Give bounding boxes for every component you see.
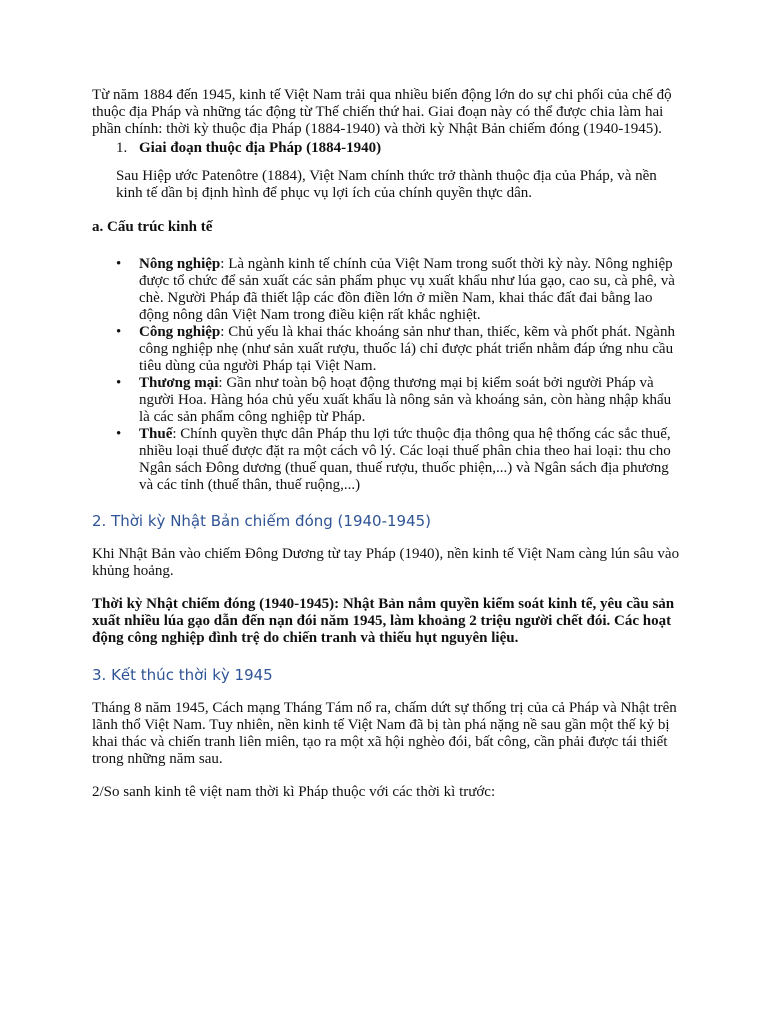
section-1-number: 1.	[116, 140, 128, 156]
bullet-icon: •	[116, 324, 122, 340]
economic-structure-list	[92, 256, 682, 494]
bullet-icon: •	[116, 426, 122, 442]
list-item-term: Thuế	[139, 426, 173, 442]
subheading-economic-structure: a. Cấu trúc kinh tế	[92, 219, 213, 235]
list-item-text: : Là ngành kinh tế chính của Việt Nam trong suốt thời kỳ này. Nông nghiệp được tổ chức để sản xuất các sản phẩm phục vụ xuất khẩu như lúa gạo, cao su, cà phê, và chè. Người Pháp đã thiết lập các đồn điền lớn ở miền Nam, khai thác đất đai bằng lao động nông dân Việt Nam trong điều kiện rất khắc nghiệt.	[139, 256, 675, 323]
section-1-body: Sau Hiệp ước Patenôtre (1884), Việt Nam chính thức trở thành thuộc địa của Pháp, và nền kinh tế dần bị định hình để phục vụ lợi ích của chính quyền thực dân.	[116, 168, 657, 201]
section-3-body: Tháng 8 năm 1945, Cách mạng Tháng Tám nổ ra, chấm dứt sự thống trị của cả Pháp và Nhật trên lãnh thổ Việt Nam. Tuy nhiên, nền kinh tế Việt Nam đã bị tàn phá nặng nề sau gần một thế kỷ bị khai thác và chiến tranh liên miên, tạo ra một xã hội nghèo đói, bất công, cần phải được tái thiết trong những năm sau.	[92, 700, 677, 767]
section-1-title: Giai đoạn thuộc địa Pháp (1884-1940)	[139, 140, 382, 156]
section-2-heading: 2. Thời kỳ Nhật Bản chiếm đóng (1940-1945)	[92, 512, 432, 530]
closing-question: 2/So sanh kinh tê việt nam thời kì Pháp thuộc với các thời kì trước:	[92, 784, 496, 800]
list-item	[116, 324, 682, 375]
document-page	[92, 87, 682, 801]
bullet-icon: •	[116, 256, 122, 272]
list-item-term: Công nghiệp	[139, 324, 221, 340]
list-item-text: : Chủ yếu là khai thác khoáng sản như than, thiếc, kẽm và phốt phát. Ngành công nghiệp nhẹ (như sản xuất rượu, thuốc lá) chỉ được phát triển nhằm đáp ứng nhu cầu tiêu dùng của người Pháp tại Việt Nam.	[139, 324, 675, 374]
bullet-icon: •	[116, 375, 122, 391]
list-item	[116, 426, 682, 494]
intro-paragraph: Từ năm 1884 đến 1945, kinh tế Việt Nam trải qua nhiều biến động lớn do sự chi phối của chế độ thuộc địa Pháp và những tác động từ Thế chiến thứ hai. Giai đoạn này có thể được chia làm hai phần chính: thời kỳ thuộc địa Pháp (1884-1940) và thời kỳ Nhật Bản chiếm đóng (1940-1945).	[92, 87, 672, 137]
section-2-body: Khi Nhật Bản vào chiếm Đông Dương từ tay Pháp (1940), nền kinh tế Việt Nam càng lún sâu vào khủng hoảng.	[92, 546, 680, 579]
section-1-heading	[92, 140, 682, 157]
list-item-text: : Gần như toàn bộ hoạt động thương mại bị kiểm soát bởi người Pháp và người Hoa. Hàng hóa chủ yếu xuất khẩu là nông sản và khoáng sản, còn hàng nhập khẩu là các sản phẩm công nghiệp từ Pháp.	[139, 375, 672, 425]
list-item-term: Thương mại	[139, 375, 219, 391]
section-3-heading: 3. Kết thúc thời kỳ 1945	[92, 666, 273, 684]
section-2-bold-paragraph: Thời kỳ Nhật chiếm đóng (1940-1945): Nhật Bản nắm quyền kiểm soát kinh tế, yêu cầu sản xuất nhiều lúa gạo dẫn đến nạn đói năm 1945, làm khoảng 2 triệu người chết đói. Các hoạt động công nghiệp đình trệ do chiến tranh và thiếu hụt nguyên liệu.	[92, 596, 675, 646]
list-item-term: Nông nghiệp	[139, 256, 221, 272]
list-item-text: : Chính quyền thực dân Pháp thu lợi tức thuộc địa thông qua hệ thống các sắc thuế, nhiều loại thuế được đặt ra một cách vô lý. Các loại thuế phân chia theo hai loại: thu cho Ngân sách Đông dương (thuế quan, thuế rượu, thuốc phiện,...) và Ngân sách địa phương và các tỉnh (thuế thân, thuế ruộng,...)	[139, 426, 671, 493]
list-item	[116, 375, 682, 426]
list-item	[116, 256, 682, 324]
